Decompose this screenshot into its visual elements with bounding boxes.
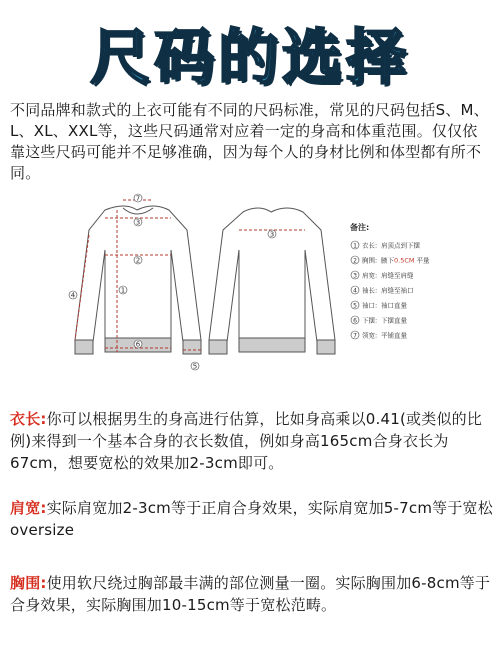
note-6: [351, 316, 408, 325]
svg-text:6: 6: [353, 317, 357, 325]
note-1: [351, 241, 421, 250]
svg-text:腋下0.5CM平量: 腋下0.5CM 平量: [381, 256, 430, 265]
svg-text:袖口直量: 袖口直量: [381, 301, 407, 310]
svg-text:衣长:: 衣长:: [362, 241, 378, 250]
section-shoulder-label: 肩宽:: [10, 499, 47, 517]
note-2: [351, 256, 430, 265]
svg-text:4: 4: [353, 287, 357, 295]
svg-text:肩缝至肩缝: 肩缝至肩缝: [381, 271, 414, 280]
svg-text:袖口:: 袖口:: [362, 301, 378, 310]
svg-text:7: 7: [353, 332, 357, 340]
section-chest-label: 胸围:: [10, 574, 47, 592]
svg-text:肩顶点到下摆: 肩顶点到下摆: [381, 241, 420, 250]
svg-text:肩宽:: 肩宽:: [362, 271, 378, 280]
marker-6: 6: [135, 340, 141, 349]
size-measurement-diagram: [65, 190, 445, 380]
intro-paragraph: 不同品牌和款式的上衣可能有不同的尺码标准，常见的尺码包括S、M、L、XL、XXL等，这些尺码通常对应着一定的身高和体重范围。仅仅依靠这些尺码可能并不足够准确，因为每个人的身材比例和体型都有所不同。: [10, 101, 489, 182]
section-length-label: 衣长:: [10, 410, 47, 428]
section-chest-text: 使用软尺绕过胸部最丰满的部位测量一圈。实际胸围加6-8cm等于合身效果，实际胸围加10-15cm等于宽松范畴。: [10, 574, 491, 614]
svg-text:袖长:: 袖长:: [362, 286, 378, 295]
section-shoulder-text: 实际肩宽加2-3cm等于正肩合身效果，实际肩宽加5-7cm等于宽松 oversize: [10, 499, 493, 539]
svg-text:1: 1: [353, 242, 357, 250]
svg-text:下摆直量: 下摆直量: [381, 316, 407, 325]
svg-text:下摆:: 下摆:: [362, 316, 378, 325]
note-5: [351, 301, 408, 310]
svg-text:3: 3: [353, 272, 357, 280]
note-7: [351, 331, 408, 340]
svg-text:胸围:: 胸围:: [362, 256, 378, 265]
svg-text:平铺直量: 平铺直量: [381, 331, 407, 340]
section-length-text: 你可以根据男生的身高进行估算，比如身高乘以0.41(或类似的比例)来得到一个基本合身的衣长数值，例如身高165cm合身衣长为67cm，想要宽松的效果加2-3cm即可。: [10, 410, 483, 472]
sweater-front-illustration: [75, 206, 201, 354]
svg-text:5: 5: [353, 302, 357, 310]
marker-3: 3: [135, 218, 141, 227]
svg-text:领宽:: 领宽:: [362, 331, 378, 340]
svg-text:2: 2: [353, 257, 357, 265]
svg-text:肩缝至袖口: 肩缝至袖口: [381, 286, 414, 295]
note-3: [351, 271, 414, 280]
marker-1: 1: [120, 286, 126, 295]
page-title: 尺码的选择: [90, 23, 410, 93]
section-chest: [10, 572, 494, 616]
marker-4: 4: [70, 291, 76, 300]
marker-3-back: 3: [269, 230, 275, 239]
marker-5: 5: [192, 362, 198, 371]
note-4: [351, 286, 414, 295]
section-shoulder: [10, 497, 494, 541]
section-length: [10, 408, 494, 474]
marker-2: 2: [135, 256, 141, 265]
measurement-notes: [350, 222, 430, 340]
notes-title: 备注:: [350, 223, 370, 232]
marker-7: 7: [135, 194, 141, 203]
